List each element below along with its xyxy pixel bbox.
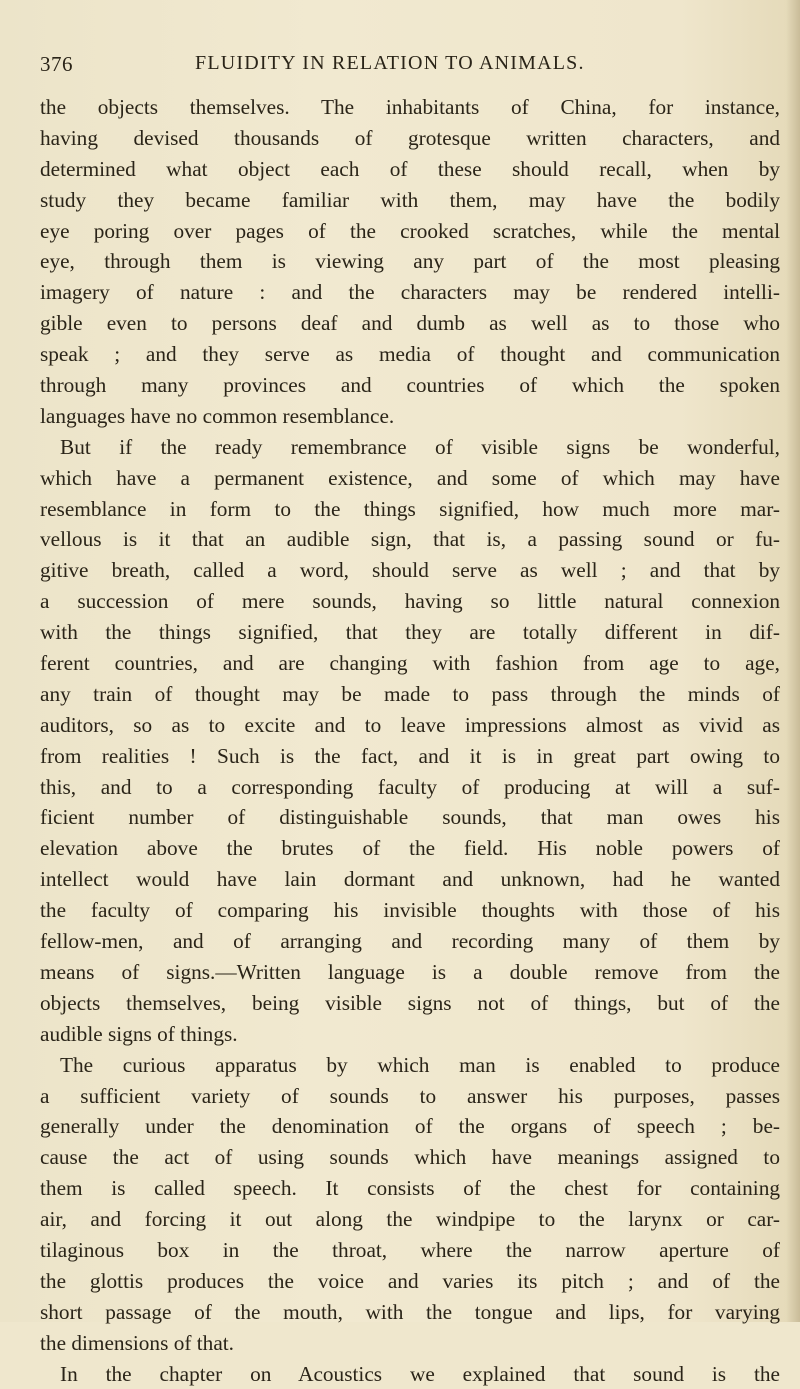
running-title: FLUIDITY IN RELATION TO ANIMALS. xyxy=(195,52,585,74)
text-line: objects themselves, being visible signs not of things, but of the xyxy=(40,990,780,1015)
text-line: imagery of nature : and the characters may be rendered intelli- xyxy=(40,280,780,305)
text-line: determined what object each of these should recall, when by xyxy=(40,156,780,181)
text-line: this, and to a corresponding faculty of producing at will a suf- xyxy=(40,774,780,799)
text-line: gitive breath, called a word, should serve as well ; and that by xyxy=(40,558,780,583)
text-line: study they became familiar with them, may have the bodily xyxy=(40,187,780,212)
text-line: ferent countries, and are changing with fashion from age to age, xyxy=(40,651,780,676)
text-line: from realities ! Such is the fact, and it is in great part owing to xyxy=(40,743,780,768)
text-line: short passage of the mouth, with the tongue and lips, for varying xyxy=(40,1299,780,1324)
page-number: 376 xyxy=(40,52,73,76)
text-line: eye, through them is viewing any part of the most pleasing xyxy=(40,249,780,274)
text-line: In the chapter on Acoustics we explained that sound is the xyxy=(60,1361,780,1386)
text-line: the objects themselves. The inhabitants of China, for instance, xyxy=(40,95,780,119)
text-line: a succession of mere sounds, having so little natural connexion xyxy=(40,589,780,614)
text-line: having devised thousands of grotesque written characters, and xyxy=(40,125,780,150)
text-line: gible even to persons deaf and dumb as well as to those who xyxy=(40,311,780,336)
text-line: The curious apparatus by which man is enabled to produce xyxy=(60,1052,780,1077)
text-line: the glottis produces the voice and varies its pitch ; and of the xyxy=(40,1268,780,1293)
text-line: cause the act of using sounds which have meanings assigned to xyxy=(40,1145,780,1170)
text-line: languages have no common resemblance. xyxy=(40,403,395,428)
text-line: a sufficient variety of sounds to answer his purposes, passes xyxy=(40,1083,780,1108)
text-line: speak ; and they serve as media of thought and communication xyxy=(40,342,780,367)
running-head xyxy=(40,52,780,82)
text-line: elevation above the brutes of the field. His noble powers of xyxy=(40,836,780,861)
text-line: the dimensions of that. xyxy=(40,1330,235,1355)
text-line: means of signs.—Written language is a double remove from the xyxy=(40,959,780,984)
text-line: them is called speech. It consists of the chest for containing xyxy=(40,1176,780,1201)
text-line: tilaginous box in the throat, where the narrow aperture of xyxy=(40,1237,780,1262)
page-edge-shadow xyxy=(786,0,800,1322)
text-line: resemblance in form to the things signified, how much more mar- xyxy=(40,496,780,521)
text-line: eye poring over pages of the crooked scratches, while the mental xyxy=(40,218,780,243)
text-line: which have a permanent existence, and some of which may have xyxy=(40,465,780,490)
text-line: ficient number of distinguishable sounds, that man owes his xyxy=(40,805,780,830)
text-line: intellect would have lain dormant and unknown, had he wanted xyxy=(40,867,780,892)
text-line: the faculty of comparing his invisible thoughts with those of his xyxy=(40,898,780,923)
text-line: with the things signified, that they are totally different in dif- xyxy=(40,620,780,645)
body-text xyxy=(40,92,780,1389)
text-line: fellow-men, and of arranging and recording many of them by xyxy=(40,929,780,954)
text-line: through many provinces and countries of which the spoken xyxy=(40,373,780,398)
text-line: generally under the denomination of the organs of speech ; be- xyxy=(40,1114,780,1139)
text-line: But if the ready remembrance of visible signs be wonderful, xyxy=(60,434,780,459)
text-line: any train of thought may be made to pass through the minds of xyxy=(40,681,780,706)
text-line: auditors, so as to excite and to leave impressions almost as vivid as xyxy=(40,712,780,737)
text-line: vellous is it that an audible sign, that is, a passing sound or fu- xyxy=(40,527,780,552)
text-line: air, and forcing it out along the windpipe to the larynx or car- xyxy=(40,1207,780,1232)
text-line: audible signs of things. xyxy=(40,1021,238,1046)
